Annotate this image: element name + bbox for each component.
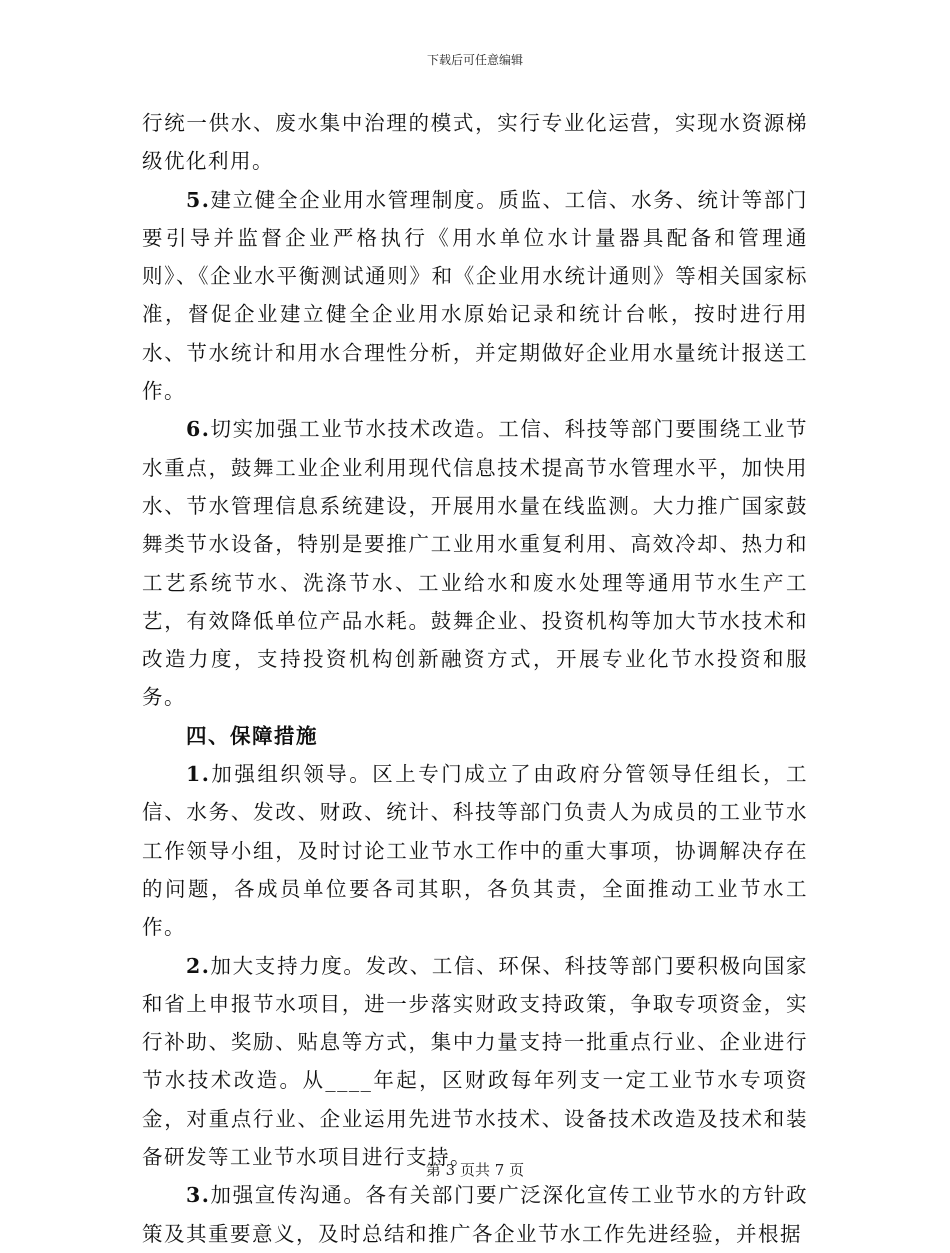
paragraph-item-1	[142, 755, 808, 946]
item-number: 6.	[186, 417, 211, 442]
paragraph-item-5	[142, 181, 808, 411]
item-number: 3.	[186, 1183, 211, 1208]
paragraph-text: 行统一供水、废水集中治理的模式，实行专业化运营，实现水资源梯级优化利用。	[142, 111, 808, 174]
paragraph-item-2	[142, 947, 808, 1177]
paragraph-item-3	[142, 1176, 808, 1253]
section-heading	[142, 717, 808, 755]
item-number: 2.	[186, 953, 211, 978]
paragraph-text: 建立健全企业用水管理制度。质监、工信、水务、统计等部门要引导并监督企业严格执行《用水单位水计量器具配备和管理通则》、《企业水平衡测试通则》和《企业用水统计通则》等相关国家标准，督促企业建立健全企业用水原始记录和统计台帐，按时进行用水、节水统计和用水合理性分析，并定期做好企业用水量统计报送工作。	[142, 187, 808, 404]
paragraph-continuation	[142, 104, 808, 181]
document-body	[142, 104, 808, 1253]
section-heading-text: 四、保障措施	[186, 723, 318, 748]
item-number: 5.	[186, 187, 211, 212]
paragraph-item-6	[142, 410, 808, 716]
paragraph-text: 加强组织领导。区上专门成立了由政府分管领导任组长，工信、水务、发改、财政、统计、科技等部门负责人为成员的工业节水工作领导小组，及时讨论工业节水工作中的重大事项，协调解决存在的问题，各成员单位要各司其职，各负其责，全面推动工业节水工作。	[142, 762, 808, 940]
paragraph-text: 切实加强工业节水技术改造。工信、科技等部门要围绕工业节水重点，鼓舞工业企业利用现代信息技术提高节水管理水平，加快用水、节水管理信息系统建设，开展用水量在线监测。大力推广国家鼓舞类节水设备，特别是要推广工业用水重复利用、高效冷却、热力和工艺系统节水、洗涤节水、工业给水和废水处理等通用节水生产工艺，有效降低单位产品水耗。鼓舞企业、投资机构等加大节水技术和改造力度，支持投资机构创新融资方式，开展专业化节水投资和服务。	[142, 417, 808, 710]
page-header: 下载后可任意编辑	[426, 53, 523, 67]
paragraph-text: 加强宣传沟通。各有关部门要广泛深化宣传工业节水的方针政策及其重要意义，及时总结和推广各企业节水工作先进经验，并根据	[142, 1183, 808, 1246]
paragraph-text: 加大支持力度。发改、工信、环保、科技等部门要积极向国家和省上申报节水项目，进一步落实财政支持政策，争取专项资金，实行补助、奖励、贴息等方式，集中力量支持一批重点行业、企业进行节水技术改造。从____年起，区财政每年列支一定工业节水专项资金，对重点行业、企业运用先进节水技术、设备技术改造及技术和装备研发等工业节水项目进行支持。	[142, 953, 808, 1170]
page-number: 第 3 页共 7 页	[425, 1161, 525, 1179]
item-number: 1.	[186, 762, 211, 787]
